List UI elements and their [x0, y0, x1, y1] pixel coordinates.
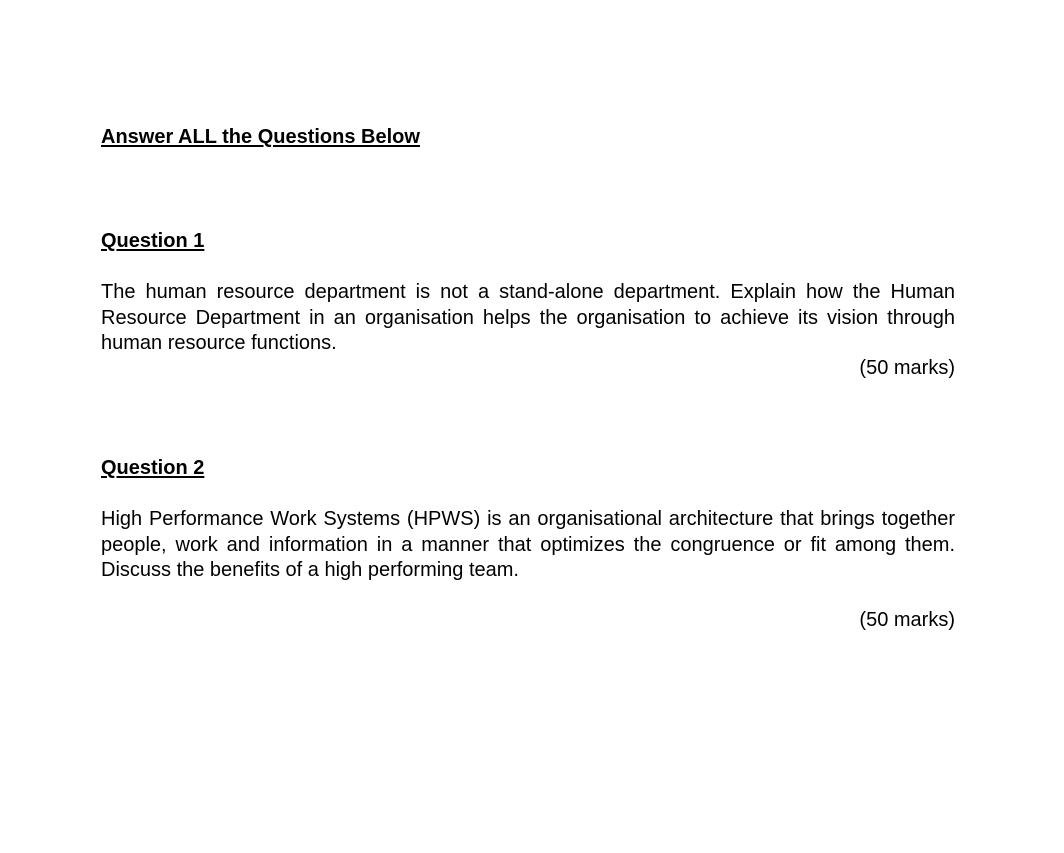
question-1-title: Question 1: [101, 230, 205, 252]
question-2-text: High Performance Work Systems (HPWS) is an organisational architecture that brings together people, work and information in a manner that optimizes the congruence or fit among them. Discuss the benefits of a high performing team.: [101, 508, 955, 581]
question-1-marks: (50 marks): [859, 357, 955, 379]
instructions-heading: Answer ALL the Questions Below: [101, 126, 420, 148]
question-2-marks: (50 marks): [859, 609, 955, 631]
question-1-text: The human resource department is not a stand-alone department. Explain how the Human Resource Department in an organisation helps the organisation to achieve its vision through human resource functions.: [101, 281, 955, 354]
question-2-title: Question 2: [101, 457, 205, 479]
